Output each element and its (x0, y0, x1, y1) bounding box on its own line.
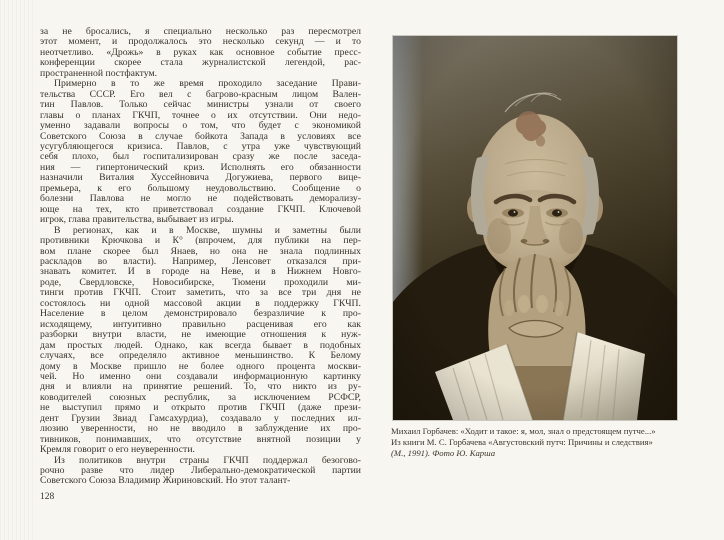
text-line: не выступил прямо и открыто против ГКЧП (даже прези- (40, 402, 361, 414)
text-line: рочно разве что лидер Либерально-демократической партии (40, 465, 361, 477)
text-line: тин Павлов. Только сейчас министры узнали от своего (40, 99, 361, 111)
text-line: исходящему, интуитивно правильно расценивая его как (40, 318, 361, 330)
text-line: Советского Союза Владимир Жириновский. Но этот талант- (40, 475, 291, 487)
body-text (40, 27, 361, 487)
text-line: премьера, к его большому неудовольствию. Сообщение о (40, 182, 361, 194)
photo-caption (391, 426, 711, 458)
text-line: уменно задавали вопросы о том, что будет с экономикой (40, 120, 361, 132)
text-line: тинги против ГКЧП. Стоит заметить, что за все три дня не (40, 287, 361, 299)
scan-artifact (0, 0, 34, 540)
text-line: себя плохо, был госпитализирован сразу же после заседа- (40, 151, 361, 163)
text-line: Население в целом демонстрировало безразличие к про- (40, 308, 361, 320)
text-line: Советского Союза в случае бойкота Запада в условиях все (40, 130, 361, 142)
page-number: 128 (40, 492, 55, 502)
text-line: ководителей союзных республик, за исключением РСФСР, (40, 391, 361, 403)
paragraph (40, 226, 361, 456)
caption-line: Михаил Горбачев: «Ходит и такое: я, мол, знал о предстоящем путче...» (391, 426, 656, 436)
text-line: Кремля говорит о его неуверенности. (40, 444, 195, 456)
text-line: усугубляющегося кризиса. Павлов, с утра уже чувствующий (40, 140, 361, 152)
portrait-illustration (393, 36, 677, 420)
text-line: дня и влияли на принятие решений. То, что никто из ру- (40, 381, 361, 393)
text-line: игрок, глава правительства, выбывает из игры. (40, 214, 234, 226)
text-line: состоялось ни одной массовой акции в поддержку ГКЧП. (40, 297, 361, 309)
text-line: тельства СССР. Его вел с багрово-красным лицом Вален- (40, 88, 361, 100)
text-line: чей. Но именно они создавали информационную картинку (40, 370, 361, 382)
text-line: роде, Свердловске, Новосибирске, Тюмени проходили ми- (40, 276, 361, 288)
text-line: юще на тех, кто приветствовал создание ГКЧП. Ключевой (40, 203, 361, 215)
text-line: Примерно в то же время проходило заседание Прави- (54, 78, 361, 90)
text-line: В регионах, как и в Москве, шумны и заметны были (54, 224, 361, 236)
text-line: разборки внутри власти, не имеющие отношения к нуж- (40, 329, 361, 341)
text-line: неотчетливо. «Дрожь» в руках как основное событие пресс- (40, 46, 361, 58)
text-line: за не бросались, я специально несколько раз пересмотрел (40, 26, 361, 37)
text-line: знавать комитет. И в городе на Неве, и в Нижнем Новго- (40, 266, 361, 278)
text-line: пространенной постфактум. (40, 67, 158, 79)
caption-line: Из книги М. С. Горбачева «Августовский путч: Причины и следствия» (391, 436, 653, 447)
gorbachev-portrait-photo (393, 36, 677, 420)
paragraph (40, 79, 361, 225)
text-line: тивников, понимавших, что отсутствие внятной позиции у (40, 433, 361, 445)
text-line: этот момент, и продолжалось это несколько секунд — и то (40, 36, 361, 48)
text-line: случаях, все определяло активное меньшинство. К Белому (40, 350, 361, 362)
caption-line: (М., 1991). Фото Ю. Карша (391, 447, 496, 458)
text-line: вом плане скорее был Янаев, но она не знала подлинных (40, 245, 361, 257)
text-line: раскладов во власти). Например, Ленсовет отказался при- (40, 255, 361, 267)
text-line: дому в Москве пришло не более одного процента москви- (40, 360, 361, 372)
text-line: конференции скорее стала журналистской легендой, рас- (40, 57, 361, 69)
text-line: болезни Павлова не могло не подействовать деморализу- (40, 193, 361, 205)
text-line: дент Грузии Звиад Гамсахурдиа), создавало у последних ил- (40, 412, 361, 424)
text-line: дам простых людей. Однако, как всегда бывает в подобных (40, 339, 361, 351)
text-line: ния — гипертонический криз. Исполнять его обязанности (40, 161, 361, 173)
text-line: главы о планах ГКЧП, точнее о их отсутствии. Они недо- (40, 109, 361, 121)
text-line: назначили Виталия Хуссейновича Догужиева, первого вице- (40, 172, 361, 184)
paragraph (40, 456, 361, 487)
text-line: противники Крючкова и К° (впрочем, для публики на пер- (40, 235, 361, 247)
paragraph (40, 27, 361, 79)
text-line: люзию уверенности, но не вводило в заблуждение их про- (40, 423, 361, 435)
text-line: Из политиков внутри страны ГКЧП поддержал безогово- (54, 454, 361, 466)
